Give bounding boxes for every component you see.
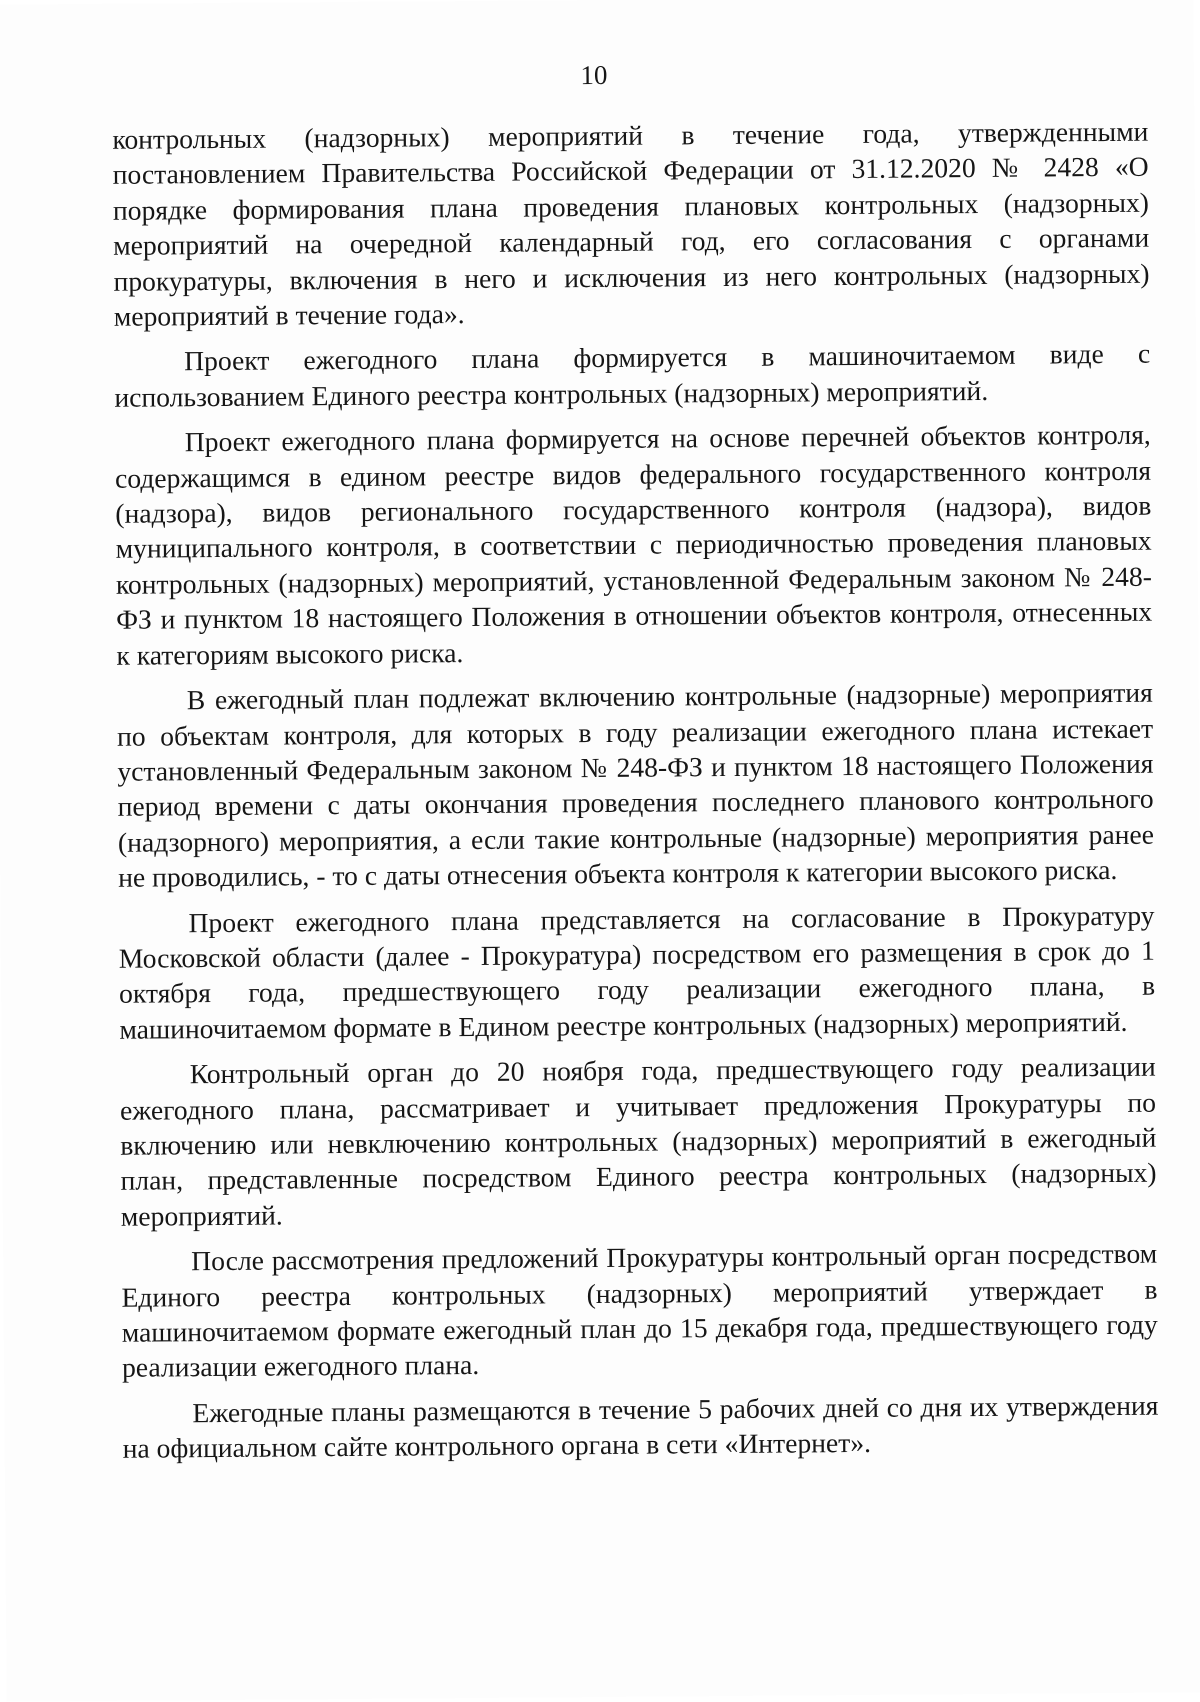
paragraph-machine-readable-plan: Проект ежегодного плана формируется в машиночитаемом виде с использованием Единого реестра контрольных (надзорных) мероприятий.	[114, 338, 1151, 413]
paragraph-plan-publication: Ежегодные планы размещаются в течение 5 рабочих дней со дня их утверждения на официальном сайте контрольного органа в сети «Интернет».	[122, 1389, 1159, 1464]
paragraph-proposals-review: Контрольный орган до 20 ноября года, предшествующего году реализации ежегодного плана, рассматривает и учитывает предложения Прокуратуры по включению или невключению контрольных (надзорных) мероприятий в ежегодный план, представленные посредством Единого реестра контрольных (надзорных) мероприятий.	[119, 1050, 1157, 1232]
paragraph-prosecutor-approval: Проект ежегодного плана представляется на согласование в Прокуратуру Московской области (далее - Прокуратура) посредством его размещения в срок до 1 октября года, предшествующего году реализации ежегодного плана, в машиночитаемом формате в Едином реестре контрольных (надзорных) мероприятий.	[118, 899, 1156, 1045]
paragraph-plan-inclusion: В ежегодный план подлежат включению контрольные (надзорные) мероприятия по объектам контроля, для которых в году реализации ежегодного плана истекает установленный Федеральным законом № 248-ФЗ и пунктом 18 настоящего Положения период времени с даты окончания проведения последнего планового контрольного (надзорного) мероприятия, а если такие контрольные (надзорные) мероприятия ранее не проводились, - то с даты отнесения объекта контроля к категории высокого риска.	[116, 676, 1155, 893]
paragraph-plan-basis: Проект ежегодного плана формируется на основе перечней объектов контроля, содержащимся в едином реестре видов федерального государственного контроля (надзора), видов регионального государственного контроля (надзора), видов муниципального контроля, в соответствии с периодичностью проведения плановых контрольных (надзорных) мероприятий, установленной Федеральным законом № 248-ФЗ и пунктом 18 настоящего Положения в отношении объектов контроля, отнесенных к категориям высокого риска.	[114, 418, 1153, 671]
page-number: 10	[580, 59, 608, 91]
document-body	[112, 114, 1159, 1477]
paragraph-plan-approval: После рассмотрения предложений Прокуратуры контрольный орган посредством Единого реестра контрольных (надзорных) мероприятий утверждает в машиночитаемом формате ежегодный план до 15 декабря года, предшествующего году реализации ежегодного плана.	[121, 1237, 1158, 1384]
paragraph-continuation: контрольных (надзорных) мероприятий в течение года, утвержденными постановлением Правительства Российской Федерации от 31.12.2020 № 2428 «О порядке формирования плана проведения плановых контрольных (надзорных) мероприятий на очередной календарный год, его согласования с органами прокуратуры, включения в него и исключения из него контрольных (надзорных) мероприятий в течение года».	[112, 115, 1150, 332]
